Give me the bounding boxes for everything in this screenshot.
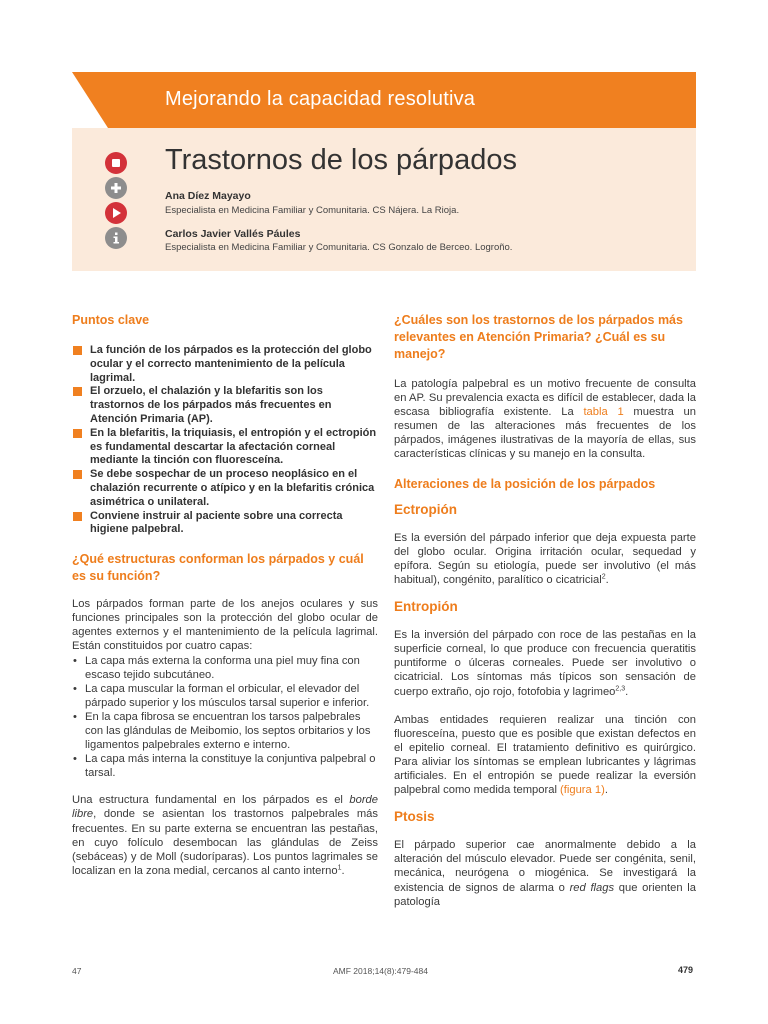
subheading-ptosis: Ptosis (394, 809, 435, 825)
list-item: • La capa muscular la forman el orbicular, el elevador del párpado superior y los músculos tarsal superior e inferior. (73, 682, 370, 709)
author-name: Carlos Javier Vallés Páules (165, 228, 301, 240)
subsection-heading: Alteraciones de la posición de los párpados (394, 476, 656, 491)
key-point: El orzuelo, el chalazión y la blefaritis son los trastornos de los párpados más frecuentes en Atención Primaria (AP). (72, 385, 378, 426)
paragraph: Es la eversión del párpado inferior que deja expuesta parte del globo ocular. Origina irritación ocular, sequedad y epífora. Según su etiología, puede ser involutivo (el más habitual), congénito, paralítico o cicatricial$^2$. (394, 531, 696, 586)
left-column (72, 312, 378, 878)
list-item: • La capa más interna la constituye la conjuntiva palpebral o tarsal. (73, 753, 376, 780)
plus-icon (105, 177, 127, 199)
play-icon (105, 202, 127, 224)
section-heading: ¿Qué estructuras conforman los párpados y cuál es su función? (72, 552, 364, 584)
citation: AMF 2018;14(8):479-484 (333, 966, 428, 976)
key-points-list (72, 344, 378, 537)
key-point: En la blefaritis, la triquiasis, el entropión y el ectropión es fundamental descartar la afectación corneal mediante la tinción con fluoresceína. (72, 427, 378, 468)
figure-link[interactable]: (figura 1) (560, 784, 605, 797)
info-icon (105, 227, 127, 249)
paragraph: Ambas entidades requieren realizar una tinción con fluoresceína, puesto que es posible que existan defectos en el epitelio corneal. El tratamiento definitivo es quirúrgico. Para aliviar los síntomas se emplean lubricantes y lágrimas artificiales. En el entropión se puede realizar la eversión palpebral como medida temporal (figura 1). (394, 713, 696, 797)
author-name: Ana Díez Mayayo (165, 190, 251, 202)
list-item: • La capa más externa la conforma una piel muy fina con escaso tejido subcutáneo. (73, 654, 360, 681)
table-link[interactable]: tabla 1 (583, 406, 624, 419)
key-point: Se debe sospechar de un proceso neoplásico en el chalazión recurrente o atípico y en la blefaritis crónica asimétrica o unilateral. (72, 468, 378, 509)
paragraph: El párpado superior cae anormalmente debido a la alteración del músculo elevador. Puede ser congénita, senil, mecánica, neurógena o miogénica. Se investigará la existencia de signos de alarma o red flags que orienten la patología (394, 839, 696, 908)
key-points-heading: Puntos clave (72, 313, 150, 327)
paragraph: Una estructura fundamental en los párpados es el borde libre, donde se asientan los trastornos palpebrales más frecuentes. En su parte externa se encuentran las pestañas, en cuyo folículo desembocan las glándulas de Zeiss (sebáceas) y de Moll (sudoríparas). Los puntos lagrimales se localizan en la zona medial, cercanos al canto interno$^1$. (72, 794, 378, 877)
page-number-right: 479 (678, 965, 694, 975)
paragraph: La patología palpebral es un motivo frecuente de consulta en AP. Su prevalencia exacta es difícil de establecer, dada la escasa bibliografía existente. La tabla 1 muestra un resumen de las alteraciones más frecuentes de los párpados, imágenes ilustrativas de la mayoría de ellas, sus características clínicas y su manejo en la consulta. (394, 378, 696, 461)
key-point: Conviene instruir al paciente sobre una correcta higiene palpebral. (72, 510, 378, 538)
banner-notch (72, 72, 108, 128)
icon-strip (105, 152, 129, 252)
author-affiliation: Especialista en Medicina Familiar y Comunitaria. CS Nájera. La Rioja. (165, 205, 460, 216)
paragraph: Es la inversión del párpado con roce de las pestañas en la superficie corneal, lo que produce con frecuencia queratitis puntiforme o úlceras corneales. Puede ser involutivo o cicatricial. Los síntomas más típicos son sensación de cuerpo extraño, ojo rojo, fotofobia y lagrimeo$^{2,3}$. (394, 629, 696, 698)
subheading-ectropion: Ectropión (394, 501, 457, 517)
paragraph: Los párpados forman parte de los anejos oculares y sus funciones principales son la protección del globo ocular de agentes externos y el mantenimiento de la película lagrimal. Están constituidos por cuatro capas: (72, 598, 378, 653)
stop-icon (105, 152, 127, 174)
section-title: Mejorando la capacidad resolutiva (165, 88, 476, 110)
key-point: La función de los párpados es la protección del globo ocular y el correcto mantenimiento de la película lagrimal. (72, 344, 378, 385)
page-number-left: 47 (72, 966, 82, 976)
right-column (394, 312, 696, 909)
author-affiliation: Especialista en Medicina Familiar y Comunitaria. CS Gonzalo de Berceo. Logroño. (165, 242, 513, 253)
layers-list (72, 654, 378, 781)
subheading-entropion: Entropión (394, 599, 458, 615)
article-title: Trastornos de los párpados (165, 144, 517, 176)
section-heading: ¿Cuáles son los trastornos de los párpados más relevantes en Atención Primaria? ¿Cuál es su manejo? (394, 313, 683, 361)
list-item: • En la capa fibrosa se encuentran los tarsos palpebrales con las glándulas de Meibomio, los septos orbitarios y los ligamentos palpebrales externo e interno. (73, 710, 371, 752)
